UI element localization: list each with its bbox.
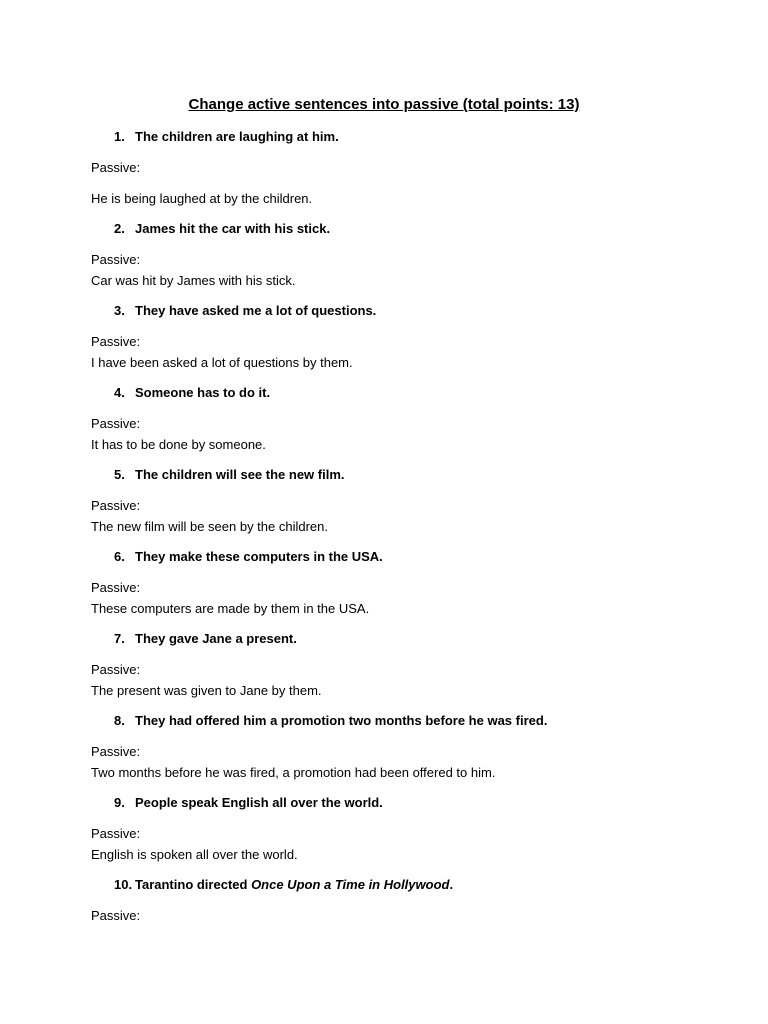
- question-6: [114, 549, 383, 564]
- question-number: 5.: [114, 467, 125, 482]
- question-text: They make these computers in the USA.: [135, 549, 383, 564]
- question-text: They have asked me a lot of questions.: [135, 303, 377, 318]
- question-number: 3.: [114, 303, 125, 318]
- question-text: They had offered him a promotion two months before he was fired.: [135, 713, 548, 728]
- question-7: [114, 631, 297, 646]
- passive-label: Passive:: [91, 908, 141, 923]
- answer-6: These computers are made by them in the USA.: [91, 601, 370, 616]
- passive-label: Passive:: [91, 826, 141, 841]
- answer-4: It has to be done by someone.: [91, 437, 266, 452]
- question-text: Someone has to do it.: [135, 385, 271, 400]
- answer-3: I have been asked a lot of questions by them.: [91, 355, 353, 370]
- passive-label: Passive:: [91, 662, 141, 677]
- passive-label: Passive:: [91, 252, 141, 267]
- question-number: 10.: [114, 877, 133, 892]
- passive-label: Passive:: [91, 416, 141, 431]
- question-number: 1.: [114, 129, 125, 144]
- question-text: People speak English all over the world.: [135, 795, 383, 810]
- question-3: [114, 303, 376, 318]
- question-number: 4.: [114, 385, 125, 400]
- answer-1: He is being laughed at by the children.: [91, 191, 313, 206]
- passive-label: Passive:: [91, 160, 141, 175]
- page-title: Change active sentences into passive (total points: 13): [188, 96, 580, 113]
- question-number: 6.: [114, 549, 125, 564]
- question-9: [114, 795, 383, 810]
- answer-5: The new film will be seen by the children.: [91, 519, 329, 534]
- question-number: 7.: [114, 631, 125, 646]
- question-text: They gave Jane a present.: [135, 631, 297, 646]
- question-8: [114, 713, 547, 728]
- question-10: [114, 877, 453, 892]
- answer-8: Two months before he was fired, a promotion had been offered to him.: [91, 765, 496, 780]
- answer-9: English is spoken all over the world.: [91, 847, 298, 862]
- question-1: [114, 129, 339, 144]
- question-text: James hit the car with his stick.: [135, 221, 331, 236]
- question-text: The children will see the new film.: [135, 467, 345, 482]
- passive-label: Passive:: [91, 334, 141, 349]
- passive-label: Passive:: [91, 498, 141, 513]
- question-text-prefix: Tarantino directed: [135, 877, 252, 892]
- question-4: [114, 385, 270, 400]
- question-text: The children are laughing at him.: [135, 129, 339, 144]
- passive-label: Passive:: [91, 744, 141, 759]
- question-number: 8.: [114, 713, 125, 728]
- film-title: Once Upon a Time in Hollywood: [251, 877, 450, 892]
- question-5: [114, 467, 345, 482]
- answer-2: Car was hit by James with his stick.: [91, 273, 296, 288]
- answer-7: The present was given to Jane by them.: [91, 683, 322, 698]
- question-number: 2.: [114, 221, 125, 236]
- question-2: [114, 221, 330, 236]
- passive-label: Passive:: [91, 580, 141, 595]
- question-text-suffix: .: [449, 877, 454, 892]
- question-number: 9.: [114, 795, 125, 810]
